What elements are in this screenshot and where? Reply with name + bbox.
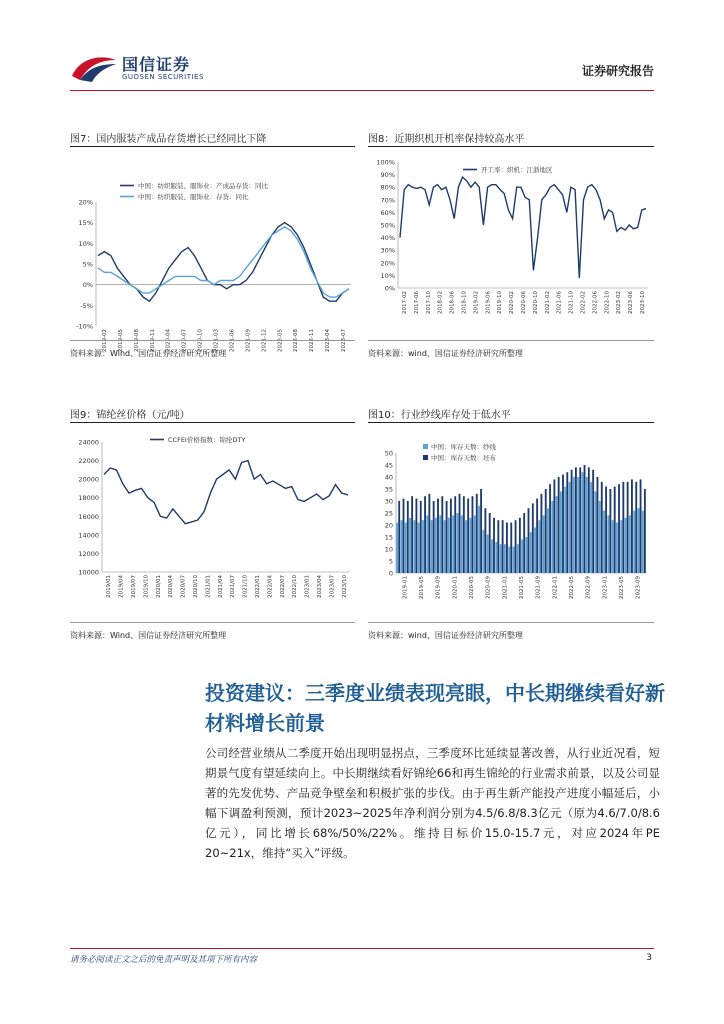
x-tick-label: 2019-05 [117,329,124,352]
x-tick-label: 2022/07 [279,575,286,598]
bar [433,501,435,573]
bar [480,489,482,573]
x-tick-label: 2021/01 [205,575,212,598]
x-tick-label: 2020/07 [180,575,187,598]
bar [622,482,624,573]
x-tick-label: 2019-11 [149,329,156,352]
series-line [400,177,646,278]
bar [401,520,403,573]
bar [398,501,400,573]
figure-8-top-rule [368,146,654,147]
bar [638,508,640,573]
bar [413,520,415,573]
x-tick-label: 2019-06 [485,291,492,314]
y-tick-label: 50% [380,221,395,230]
x-tick-label: 2020/10 [193,575,199,598]
bar [523,513,525,573]
bar [435,518,437,573]
x-tick-label: 2021/04 [217,575,224,598]
bar [530,532,532,573]
section-paragraph: 公司经营业绩从二季度开始出现明显拐点，三季度环比延续显著改善，从行业近况看，短期景气度有望延续向上。中长期继续看好锦纶66和再生锦纶的行业需求前景，以及公司显著的先发优势、产品竞争壁垒和积极扩张的步伐。由于再生新产能投产进度小幅延后，小幅下调盈利预测，预计2023~2025年净利润分别为4.5/6.8/8.3亿元（原为4.6/7.0/8.6亿元），同比增长68%/50%/22%。维持目标价15.0-15.7元，对应2024年PE 20~21x，维持“买入”评级。 [205,746,660,860]
y-tick-label: 80% [380,183,395,192]
bar [536,499,538,573]
figure-7-chart [70,150,355,352]
bar [620,520,622,573]
bar [526,537,528,573]
bar [519,518,521,573]
x-tick-label: 2022-05 [277,329,284,352]
section-title: 投资建议：三季度业绩表现亮眼，中长期继续看好新材料增长前景 [205,681,665,735]
x-tick-label: 2023-10 [640,291,647,314]
bar [439,515,441,573]
bar [469,518,471,573]
x-tick-label: 2019-10 [497,291,504,314]
legend-swatch [423,444,428,449]
x-tick-label: 2019/04 [118,575,125,598]
legend-swatch [423,455,428,460]
x-tick-label: 2019-09 [435,576,442,599]
bar [640,479,642,573]
x-tick-label: 2022-08 [293,329,300,352]
legend-label: 中国：库存天数：纱线 [431,443,496,451]
bar [418,523,420,573]
x-tick-label: 2017-06 [413,291,420,314]
x-tick-label: 2023-04 [325,329,332,352]
x-tick-label: 2019-02 [101,329,108,352]
bar [560,491,562,573]
bar [521,539,523,573]
bar [618,484,620,573]
figure-9-source: 资料来源：Wind、国信证券经济研究所整理 [70,631,227,640]
bar [614,487,616,573]
y-tick-label: 16000 [78,512,99,521]
y-tick-label: 12000 [78,549,99,558]
y-tick-label: 0% [82,281,93,290]
x-tick-label: 2022-11 [309,329,316,352]
y-tick-label: 100% [376,158,395,167]
bar [603,511,605,573]
y-tick-label: 14000 [78,531,99,540]
y-tick-label: 5 [388,557,393,566]
bar [517,544,519,573]
bar [577,477,579,573]
x-tick-label: 2023/04 [317,575,323,598]
bar [582,472,584,573]
bar [586,477,588,573]
bar [495,542,497,573]
x-tick-label: 2022-01 [552,576,559,599]
x-tick-label: 2020/04 [168,575,175,598]
figure-8-chart [368,150,654,335]
bar [478,506,480,573]
bar [502,520,504,573]
y-tick-label: 10000 [78,568,99,577]
bar [497,520,499,573]
y-tick-label: 70% [380,196,395,205]
bar [515,520,517,573]
x-tick-label: 2020-09 [485,576,492,599]
x-tick-label: 2019/07 [131,575,137,598]
bar [541,494,543,573]
figure-8-bottom-rule [368,340,654,341]
legend-label: 中国：纺织服装、服饰业：产成品存货：同比 [138,182,268,190]
legend-label: 中国：库存天数：坯布 [431,454,496,462]
bar [450,499,452,573]
x-tick-label: 2022-02 [580,291,587,314]
y-tick-label: 90% [380,171,395,180]
bar [437,499,439,573]
bar [457,513,459,573]
bar [506,523,508,573]
x-tick-label: 2022/10 [292,575,299,598]
bar [504,544,506,573]
bar [476,494,478,573]
bar [428,494,430,573]
report-type: 证券研究报告 [581,64,654,78]
bar [605,487,607,573]
bar [566,472,568,573]
bar [588,467,590,573]
y-tick-label: 0 [388,569,393,578]
logo-english: GUOSEN SECURITIES [122,73,204,81]
legend-label: 开工率：织机：江浙地区 [481,166,553,174]
x-tick-label: 2017-02 [401,291,408,314]
x-tick-label: 2021-09 [535,576,542,599]
bar [441,496,443,573]
x-tick-label: 2023-05 [619,576,625,599]
bar [493,518,495,573]
guosen-logo-icon [70,52,118,84]
y-tick-label: 60% [380,208,395,217]
figure-10-bottom-rule [368,622,654,623]
bar [409,518,411,573]
x-tick-label: 2022-09 [585,576,592,599]
page-number: 3 [646,953,652,963]
bar [629,515,631,573]
y-tick-label: 15 [384,533,393,542]
x-tick-label: 2020-07 [181,329,188,352]
y-tick-label: 15% [78,219,93,228]
bar [545,489,547,573]
y-tick-label: -10% [76,322,93,331]
legend-label: 中国：纺织服装、服饰业：存货：同比 [138,193,249,201]
x-tick-label: 2021-01 [502,576,509,599]
bar [573,477,575,573]
bar [474,515,476,573]
x-tick-label: 2023-01 [602,576,609,599]
bar [616,523,618,573]
x-tick-label: 2017-10 [425,291,432,314]
x-tick-label: 2023/10 [341,575,348,598]
bar [510,523,512,573]
bar [579,467,581,573]
x-tick-label: 2019/10 [143,575,150,598]
logo-text: 国信证券 [122,55,191,74]
figure-8-source: 资料来源：wind、国信证券经济研究所整理 [368,349,523,358]
bar [396,523,398,573]
bar [644,489,646,573]
x-tick-label: 2020-05 [469,576,475,599]
y-tick-label: 0% [384,284,395,293]
bar [553,479,555,573]
bar [403,499,405,573]
bar [528,508,530,573]
bar [556,496,558,573]
bar [633,511,635,573]
x-tick-label: 2018-02 [437,291,444,314]
bar [461,515,463,573]
y-tick-label: 20% [380,259,395,268]
x-tick-label: 2021-06 [556,291,563,314]
series-line [104,461,348,524]
figure-9-title: 图9：锦纶丝价格（元/吨） [70,410,190,421]
bar [569,482,571,573]
x-tick-label: 2020-06 [521,291,527,314]
y-tick-label: 10% [380,271,395,280]
bar [454,496,456,573]
y-tick-label: 10% [78,239,93,248]
bar [547,508,549,573]
bar [489,513,491,573]
x-tick-label: 2019-08 [133,329,140,352]
x-tick-label: 2023/07 [329,575,336,598]
header-rule [70,90,654,91]
bar [599,501,601,573]
bar [538,520,540,573]
bar [607,515,609,573]
x-tick-label: 2021-03 [213,329,220,352]
bar [426,515,428,573]
y-tick-label: 24000 [78,438,99,447]
figure-9-chart [70,426,355,616]
figure-9-top-rule [70,422,355,423]
figure-10-source: 资料来源：wind、国信证券经济研究所整理 [368,631,523,640]
x-tick-label: 2021-12 [261,329,268,352]
x-tick-label: 2018-06 [449,291,456,314]
bar [612,520,614,573]
x-tick-label: 2023-02 [616,291,623,314]
y-tick-label: 40 [384,473,393,482]
bar [411,496,413,573]
x-tick-label: 2022/01 [255,575,261,598]
x-tick-label: 2020-01 [452,576,459,599]
bar [463,496,465,573]
x-tick-label: 2020-04 [165,329,172,352]
bar [484,508,486,573]
x-tick-label: 2018-10 [461,291,468,314]
bar [487,535,489,573]
y-tick-label: -5% [80,301,93,310]
y-tick-label: 10 [384,545,393,554]
y-tick-label: 18000 [78,494,99,503]
bar [631,479,633,573]
y-tick-label: 45 [384,461,393,470]
bar [422,520,424,573]
bar [416,499,418,573]
x-tick-label: 2021-05 [519,576,525,599]
figure-10-top-rule [368,422,654,423]
bar [575,467,577,573]
y-tick-label: 20% [78,198,93,207]
bar [491,539,493,573]
y-tick-label: 50 [384,449,393,458]
bar [420,501,422,573]
bar [551,501,553,573]
x-tick-label: 2021-06 [229,329,236,352]
y-tick-label: 5% [82,260,93,269]
bar [482,530,484,573]
x-tick-label: 2020/01 [155,575,162,598]
bar [467,499,469,573]
bar [558,477,560,573]
y-tick-label: 35 [384,485,393,494]
figure-7-bottom-rule [70,340,355,341]
bar [532,503,534,573]
x-tick-label: 2021-09 [245,329,252,352]
x-tick-label: 2021/07 [230,575,237,598]
bar [590,482,592,573]
bar [500,544,502,573]
bar [609,489,611,573]
x-tick-label: 2022-06 [592,291,599,314]
bar [642,511,644,573]
y-tick-label: 30 [384,497,393,506]
figure-9-bottom-rule [70,622,355,623]
bar [431,520,433,573]
bar [564,487,566,573]
figure-8-title: 图8：近期织机开机率保持较高水平 [368,134,525,145]
y-tick-label: 20 [384,521,393,530]
y-tick-label: 25 [384,509,393,518]
bar [452,515,454,573]
bar [472,496,474,573]
x-tick-label: 2021/10 [242,575,249,598]
bar [407,501,409,573]
x-tick-label: 2022/04 [267,575,274,598]
bar [627,482,629,573]
figure-10-title: 图10：行业纱线库存处于低水平 [368,410,511,421]
x-tick-label: 2023-09 [635,576,642,599]
footer-disclaimer-note: 请务必阅读正文之后的免责声明及其项下所有内容 [70,955,258,965]
bar [465,520,467,573]
bar [549,484,551,573]
x-tick-label: 2022-05 [569,576,575,599]
y-tick-label: 30% [380,246,395,255]
x-tick-label: 2021-02 [544,291,551,314]
bar [601,482,603,573]
bar [625,518,627,573]
figure-10-chart [368,426,654,616]
footer-rule [70,948,654,949]
bar [444,520,446,573]
x-tick-label: 2020-10 [532,291,539,314]
y-tick-label: 20000 [78,475,99,484]
x-tick-label: 2023/01 [304,575,311,598]
figure-7-title: 图7：国内服装产成品存货增长已经同比下降 [70,134,267,145]
bar [562,475,564,573]
y-tick-label: 22000 [78,457,99,466]
bar [534,527,536,573]
bar [459,494,461,573]
x-tick-label: 2020-10 [197,329,204,352]
y-tick-label: 40% [380,234,395,243]
bar [597,477,599,573]
bar [571,470,573,573]
x-tick-label: 2020-02 [509,291,516,314]
bar [513,547,515,573]
x-tick-label: 2019/01 [106,575,113,598]
bar [448,518,450,573]
x-tick-label: 2023-06 [628,291,635,314]
bar [446,501,448,573]
bar [405,523,407,573]
x-tick-label: 2019-02 [473,291,480,314]
legend-label: CCFEI价格指数：锦纶DTY [168,436,246,444]
x-tick-label: 2023-07 [341,329,348,352]
x-tick-label: 2019-01 [402,576,409,599]
bar [594,491,596,573]
bar [592,470,594,573]
x-tick-label: 2022-10 [604,291,611,314]
bar [584,465,586,573]
x-tick-label: 2019-05 [419,576,425,599]
x-tick-label: 2021-10 [568,291,575,314]
bar [424,496,426,573]
bar [508,547,510,573]
figure-7-source: 资料来源：Wind、国信证券经济研究所整理 [70,349,227,358]
bar [635,482,637,573]
figure-7-top-rule [70,146,355,147]
series-line [98,223,349,302]
bar [543,515,545,573]
